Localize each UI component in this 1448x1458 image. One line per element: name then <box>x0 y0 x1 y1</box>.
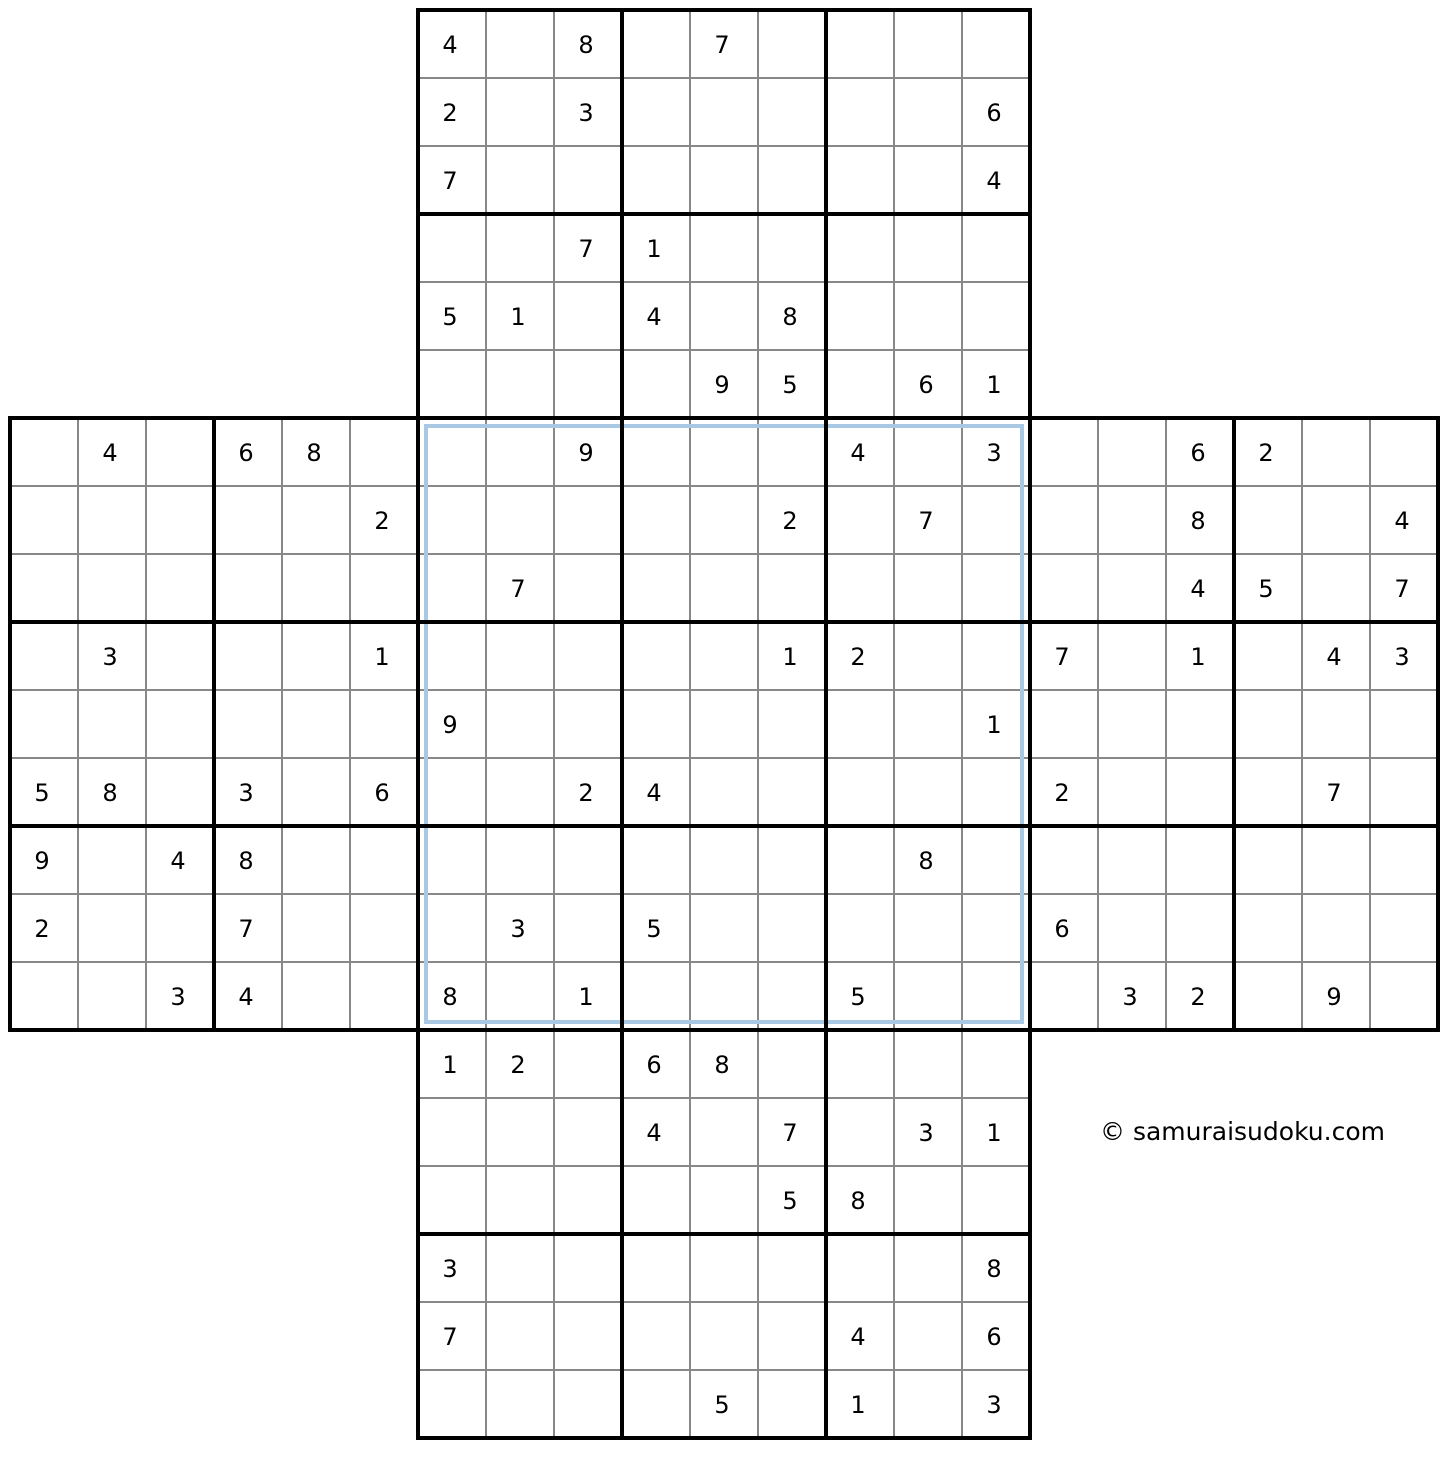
given-digit: 7 <box>1326 779 1342 807</box>
given-digit: 8 <box>102 779 118 807</box>
given-digit: 8 <box>238 847 254 875</box>
given-digit: 5 <box>782 1187 798 1215</box>
given-digit: 8 <box>986 1255 1002 1283</box>
given-digit: 9 <box>578 439 594 467</box>
given-digit: 5 <box>34 779 50 807</box>
given-digit: 4 <box>646 779 662 807</box>
given-digit: 4 <box>1326 643 1342 671</box>
given-digit: 5 <box>782 371 798 399</box>
given-digit: 8 <box>1190 507 1206 535</box>
given-digit: 9 <box>1326 983 1342 1011</box>
given-digit: 4 <box>442 31 458 59</box>
given-digit: 5 <box>1258 575 1274 603</box>
given-digit: 3 <box>986 439 1002 467</box>
given-digit: 6 <box>238 439 254 467</box>
given-digit: 6 <box>374 779 390 807</box>
given-digit: 8 <box>306 439 322 467</box>
given-digit: 8 <box>442 983 458 1011</box>
given-digit: 4 <box>238 983 254 1011</box>
given-digit: 1 <box>1190 643 1206 671</box>
given-digit: 4 <box>1190 575 1206 603</box>
given-digit: 7 <box>918 507 934 535</box>
given-digit: 4 <box>646 303 662 331</box>
given-digit: 7 <box>442 167 458 195</box>
given-digit: 9 <box>714 371 730 399</box>
given-digit: 8 <box>714 1051 730 1079</box>
given-digit: 7 <box>238 915 254 943</box>
given-digit: 3 <box>1122 983 1138 1011</box>
given-digit: 6 <box>646 1051 662 1079</box>
given-digit: 2 <box>34 915 50 943</box>
given-digit: 4 <box>850 439 866 467</box>
given-digit: 1 <box>986 1119 1002 1147</box>
given-digit: 7 <box>782 1119 798 1147</box>
given-digit: 6 <box>986 1323 1002 1351</box>
given-digit: 1 <box>646 235 662 263</box>
given-digit: 2 <box>510 1051 526 1079</box>
given-digit: 3 <box>578 99 594 127</box>
given-digit: 4 <box>850 1323 866 1351</box>
given-digit: 1 <box>986 371 1002 399</box>
given-digit: 4 <box>1394 507 1410 535</box>
given-digit: 2 <box>578 779 594 807</box>
given-digit: 7 <box>714 31 730 59</box>
given-digit: 8 <box>782 303 798 331</box>
given-digit: 3 <box>918 1119 934 1147</box>
given-digit: 4 <box>986 167 1002 195</box>
thick-grid-lines <box>10 10 1438 1438</box>
given-digit: 5 <box>646 915 662 943</box>
given-digit: 6 <box>1190 439 1206 467</box>
given-digit: 3 <box>510 915 526 943</box>
given-digit: 9 <box>442 711 458 739</box>
given-digit: 3 <box>442 1255 458 1283</box>
given-digit: 1 <box>442 1051 458 1079</box>
given-digit: 8 <box>850 1187 866 1215</box>
given-digit: 1 <box>510 303 526 331</box>
given-digit: 1 <box>986 711 1002 739</box>
given-digit: 4 <box>646 1119 662 1147</box>
given-digit: 2 <box>850 643 866 671</box>
thin-grid-lines <box>10 10 1438 1438</box>
given-digit: 2 <box>782 507 798 535</box>
given-digit: 3 <box>1394 643 1410 671</box>
given-digit: 4 <box>170 847 186 875</box>
given-digit: 6 <box>918 371 934 399</box>
given-digit: 5 <box>714 1391 730 1419</box>
given-digit: 7 <box>510 575 526 603</box>
copyright-notice: © samuraisudoku.com <box>1100 1117 1385 1146</box>
given-digit: 4 <box>102 439 118 467</box>
given-digit: 1 <box>374 643 390 671</box>
given-digit: 2 <box>442 99 458 127</box>
given-digit: 5 <box>442 303 458 331</box>
given-digit: 8 <box>918 847 934 875</box>
given-digit: 2 <box>1258 439 1274 467</box>
given-digit: 3 <box>238 779 254 807</box>
given-digit: 2 <box>1190 983 1206 1011</box>
given-digit: 3 <box>170 983 186 1011</box>
given-digit: 7 <box>1054 643 1070 671</box>
given-digit: 2 <box>374 507 390 535</box>
given-digit: 3 <box>986 1391 1002 1419</box>
given-digit: 8 <box>578 31 594 59</box>
given-digit: 3 <box>102 643 118 671</box>
given-digit: 7 <box>578 235 594 263</box>
given-digit: 1 <box>782 643 798 671</box>
given-digit: 1 <box>578 983 594 1011</box>
given-digit: 2 <box>1054 779 1070 807</box>
given-digit: 9 <box>34 847 50 875</box>
given-digit: 7 <box>1394 575 1410 603</box>
given-digit: 6 <box>986 99 1002 127</box>
given-digit: 6 <box>1054 915 1070 943</box>
given-digit: 5 <box>850 983 866 1011</box>
given-digit: 7 <box>442 1323 458 1351</box>
given-digit: 1 <box>850 1391 866 1419</box>
given-digits <box>34 31 1409 1419</box>
